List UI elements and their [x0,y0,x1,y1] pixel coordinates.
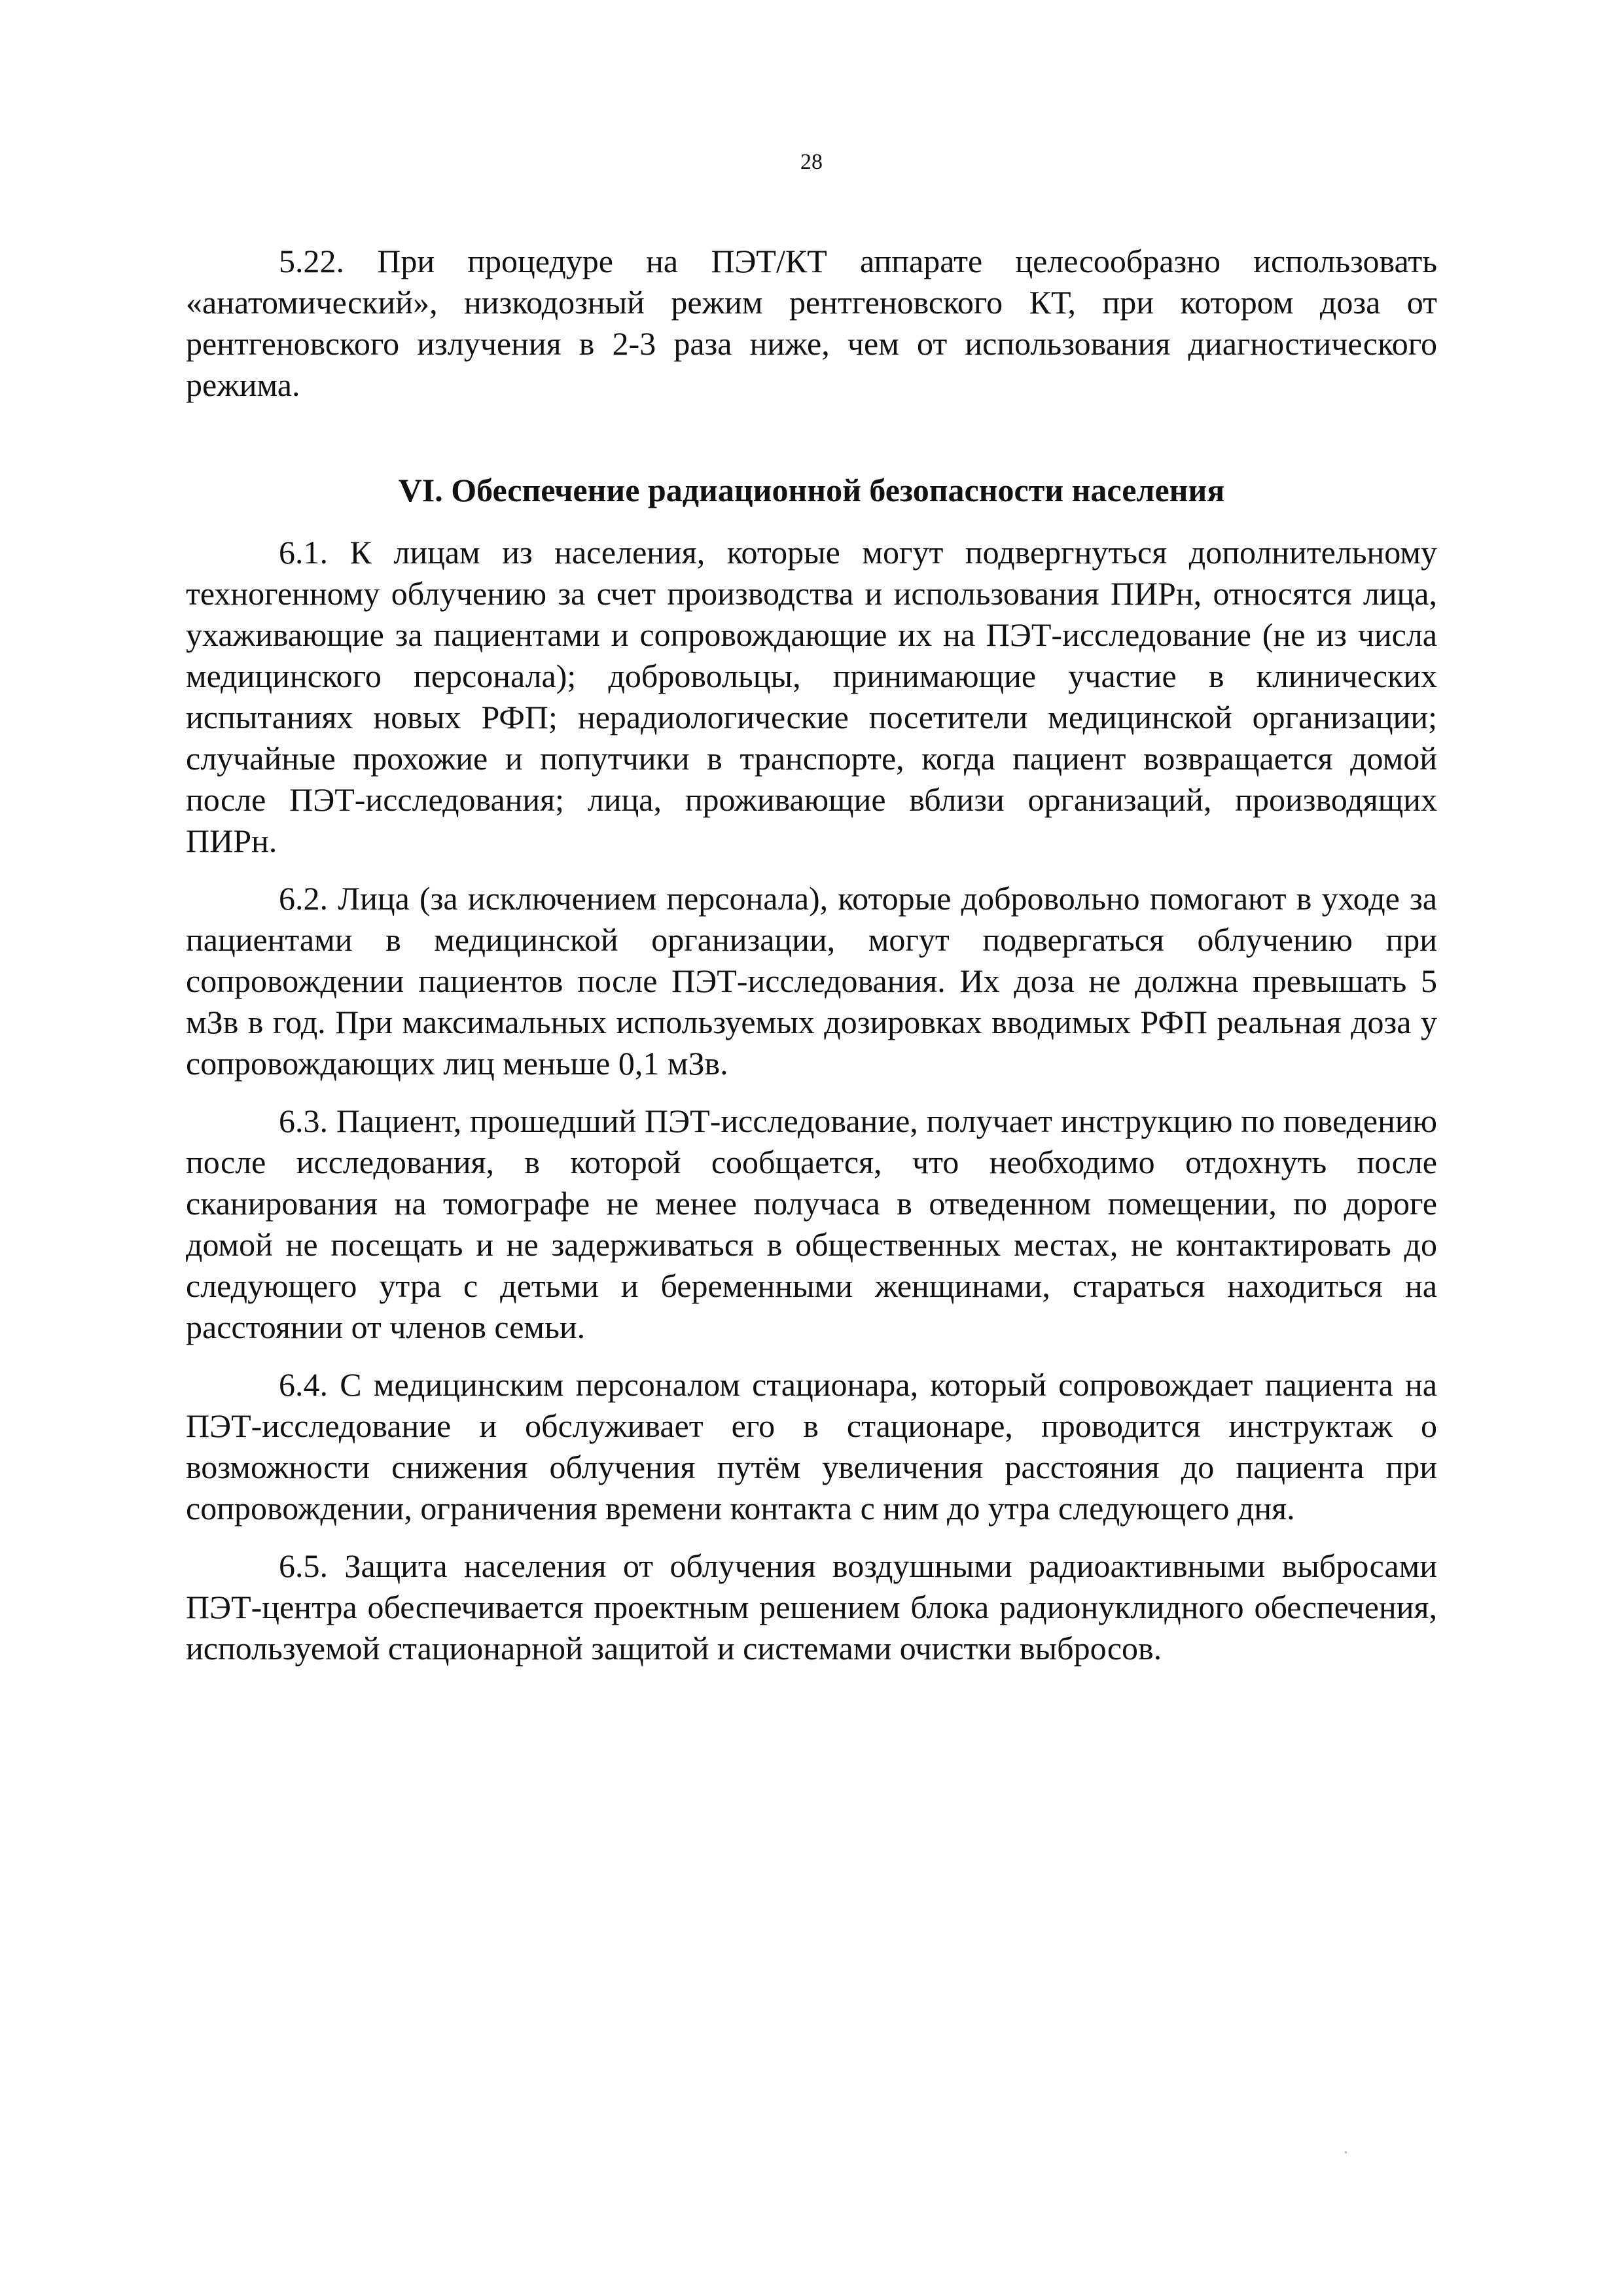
paragraph-6-1: 6.1. К лицам из населения, которые могут подвергнуться дополнительному техногенному облучению за счет производства и использования ПИРн, относятся лица, ухаживающие за пациентами и сопровождающие их на ПЭТ-исследование (не из числа медицинского персонала); добровольцы, принимающие участие в клинических испытаниях новых РФП; нерадиологические посетители медицинской организации; случайные прохожие и попутчики в транспорте, когда пациент возвращается домой после ПЭТ-исследования; лица, проживающие вблизи организаций, производящих ПИРн. [186,534,1437,859]
paragraph-6-2: 6.2. Лица (за исключением персонала), которые добровольно помогают в уходе за пациентами в медицинской организации, могут подвергаться облучению при сопровождении пациентов после ПЭТ-исследования. Их доза не должна превышать 5 мЗв в год. При максимальных используемых дозировках вводимых РФП реальная доза у сопровождающих лиц меньше 0,1 мЗв. [186,880,1437,1082]
paragraph-6-5: 6.5. Защита населения от облучения воздушными радиоактивными выбросами ПЭТ-центра обеспечивается проектным решением блока радионуклидного обеспечения, используемой стационарной защитой и системами очистки выбросов. [186,1547,1437,1667]
section-heading: VI. Обеспечение радиационной безопасности населения [398,472,1225,508]
document-body [186,241,1437,1669]
paragraph-5-22: 5.22. При процедуре на ПЭТ/КТ аппарате целесообразно использовать «анатомический», низкодозный режим рентгеновского КТ, при котором доза от рентгеновского излучения в 2-3 раза ниже, чем от использования диагностического режима. [186,243,1437,403]
scan-artifact-dot [1345,2151,1347,2153]
paragraph-6-4: 6.4. С медицинским персоналом стационара, который сопровождает пациента на ПЭТ-исследование и обслуживает его в стационаре, проводится инструктаж о возможности снижения облучения путём увеличения расстояния до пациента при сопровождении, ограничения времени контакта с ним до утра следующего дня. [186,1366,1437,1527]
page-number: 28 [800,150,823,174]
paragraph-6-3: 6.3. Пациент, прошедший ПЭТ-исследование, получает инструкцию по поведению после исследования, в которой сообщается, что необходимо отдохнуть после сканирования на томографе не менее получаса в отведенном помещении, по дороге домой не посещать и не задерживаться в общественных местах, не контактировать до следующего утра с детьми и беременными женщинами, стараться находиться на расстоянии от членов семьи. [186,1103,1437,1345]
